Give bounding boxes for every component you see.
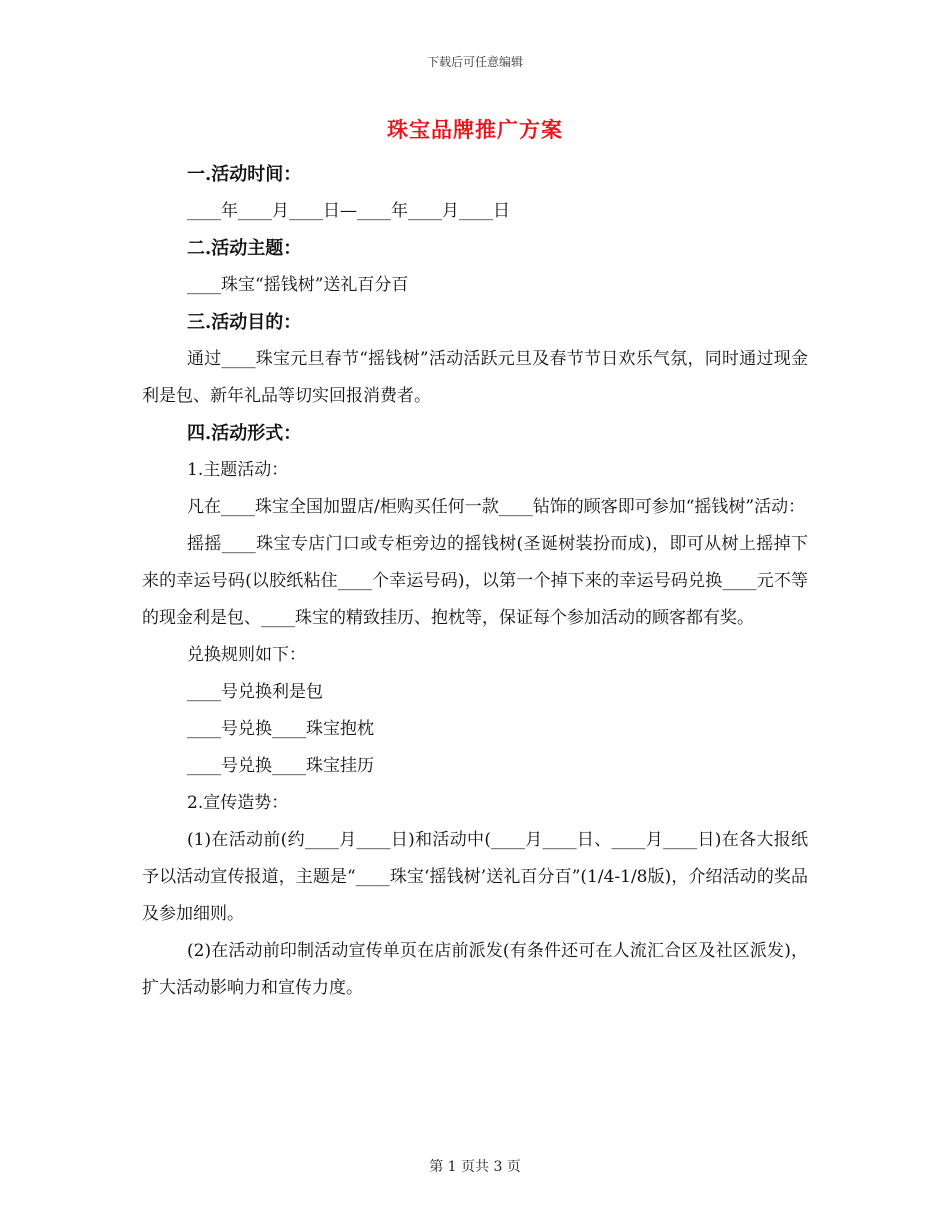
section-heading-purpose: 三.活动目的： bbox=[187, 312, 302, 333]
purpose-paragraph: 通过____珠宝元旦春节“摇钱树”活动活跃元旦及春节节日欢乐气氛，同时通过现金利是包、新年礼品等切实回报消费者。 bbox=[142, 349, 808, 406]
rule-item: ____号兑换利是包 bbox=[187, 682, 323, 702]
theme-text: ____珠宝“摇钱树”送礼百分百 bbox=[187, 275, 409, 295]
subheading-theme-activity: 1.主题活动： bbox=[187, 460, 289, 480]
page-footer-number: 第 1 页共 3 页 bbox=[429, 1159, 521, 1175]
page-header-note: 下载后可任意编辑 bbox=[426, 55, 523, 69]
section-heading-time: 一.活动时间： bbox=[187, 164, 302, 185]
section-heading-theme: 二.活动主题： bbox=[187, 238, 302, 259]
form-paragraph-1: 凡在____珠宝全国加盟店/柜购买任何一款____钻饰的顾客即可参加“摇钱树”活动： bbox=[187, 497, 806, 517]
promotion-paragraph-1: (1)在活动前(约____月____日)和活动中(____月____日、____月____日)在各大报纸予以活动宣传报道，主题是“____珠宝‘摇钱树’送礼百分百”(1/4-1/8版)，介绍活动的奖品及参加细则。 bbox=[142, 830, 808, 924]
promotion-paragraph-2: (2)在活动前印制活动宣传单页在店前派发(有条件还可在人流汇合区及社区派发)，扩大活动影响力和宣传力度。 bbox=[142, 941, 808, 998]
subheading-promotion: 2.宣传造势： bbox=[187, 793, 289, 813]
rules-intro: 兑换规则如下： bbox=[187, 645, 306, 665]
document-body bbox=[142, 156, 808, 1007]
section-heading-form: 四.活动形式： bbox=[187, 423, 302, 444]
form-paragraph-2: 摇摇____珠宝专店门口或专柜旁边的摇钱树(圣诞树装扮而成)，即可从树上摇掉下来的幸运号码(以胶纸粘住____个幸运号码)，以第一个掉下来的幸运号码兑换____元不等的现金利是包、____珠宝的精致挂历、抱枕等，保证每个参加活动的顾客都有奖。 bbox=[142, 534, 808, 628]
rule-item: ____号兑换____珠宝抱枕 bbox=[187, 719, 374, 739]
time-range-text: ____年____月____日—____年____月____日 bbox=[187, 201, 510, 221]
rule-item: ____号兑换____珠宝挂历 bbox=[187, 756, 374, 776]
document-title: 珠宝品牌推广方案 bbox=[387, 117, 563, 142]
